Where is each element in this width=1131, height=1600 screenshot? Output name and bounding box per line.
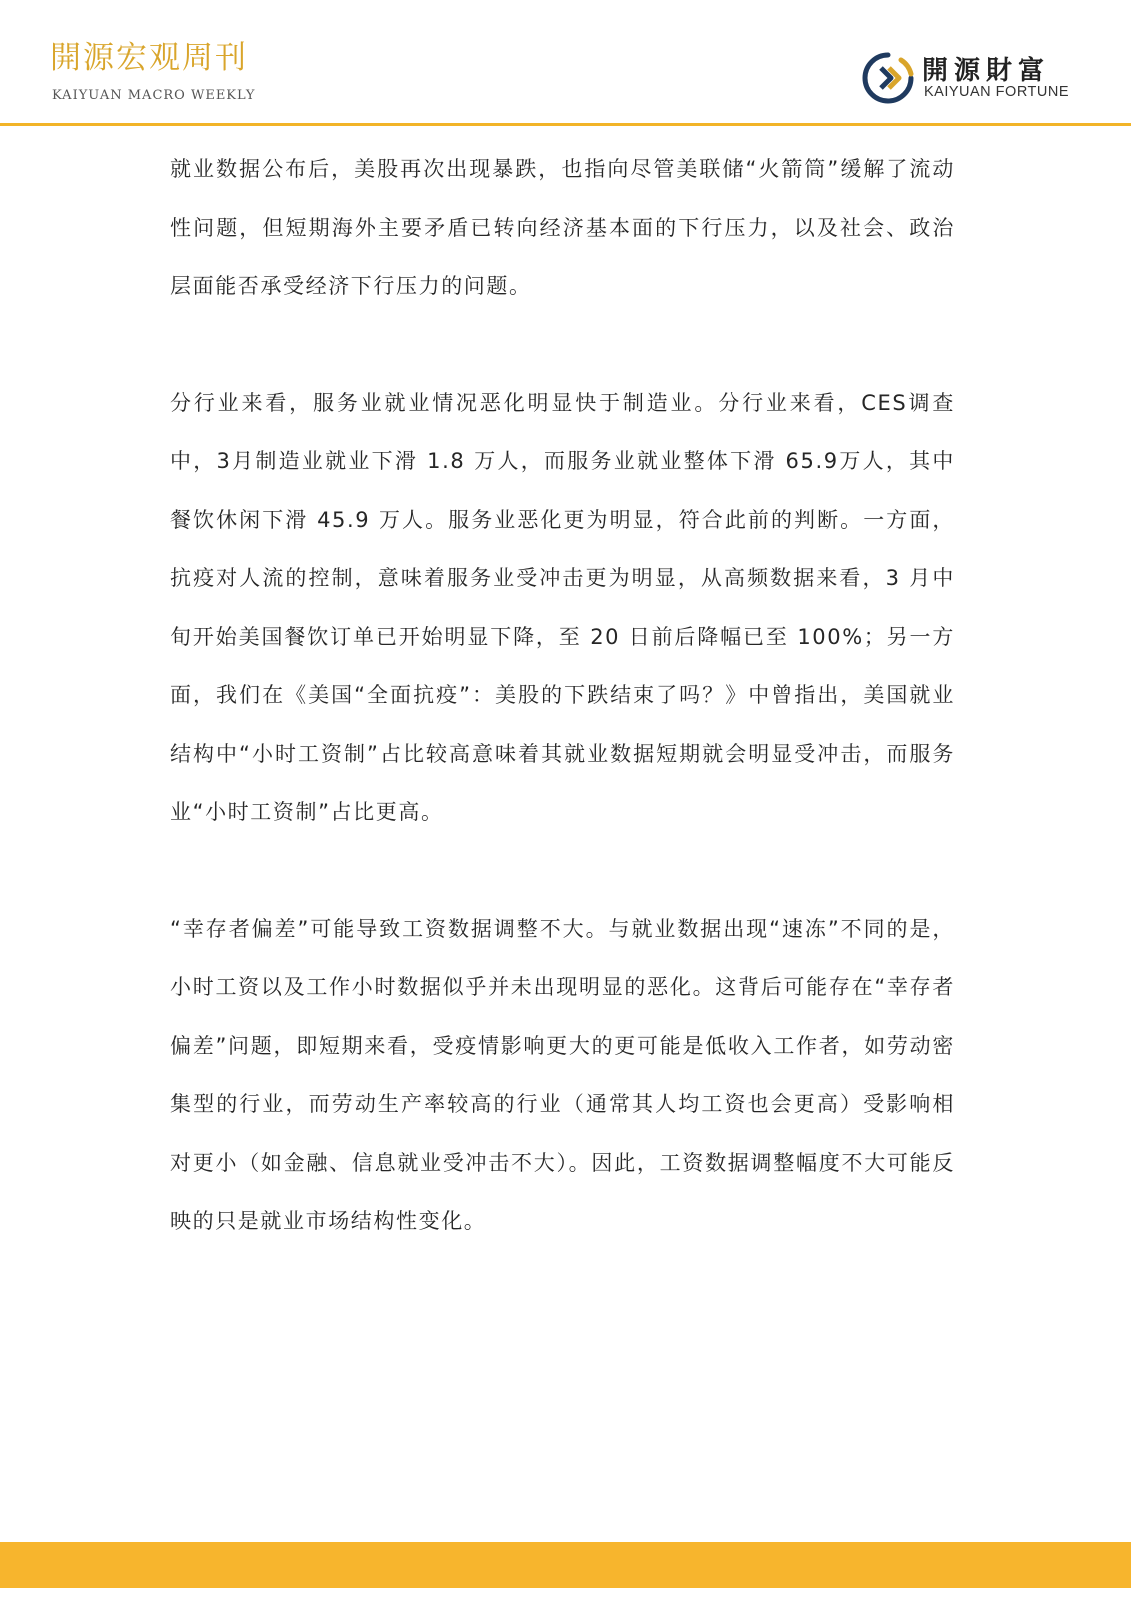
paragraph-market-reaction: 就业数据公布后，美股再次出现暴跌，也指向尽管美联储“火箭筒”缓解了流动性问题，但短期海外主要矛盾已转向经济基本面的下行压力，以及社会、政治层面能否承受经济下行压力的问题。 bbox=[170, 157, 955, 298]
page-header bbox=[0, 0, 1131, 126]
logo-chinese-name: 開源財富 bbox=[922, 56, 1051, 86]
logo-english-name: KAIYUAN FORTUNE bbox=[924, 84, 1070, 100]
paragraph-survivor-bias: “幸存者偏差”可能导致工资数据调整不大。与就业数据出现“速冻”不同的是，小时工资以及工作小时数据似乎并未出现明显的恶化。这背后可能存在“幸存者偏差”问题，即短期来看，受疫情影响更大的更可能是低收入工作者，如劳动密集型的行业，而劳动生产率较高的行业（通常其人均工资也会更高）受影响相对更小（如金融、信息就业受冲击不大）。因此，工资数据调整幅度不大可能反映的只是就业市场结构性变化。 bbox=[170, 916, 955, 1233]
kaiyuan-logo-icon bbox=[862, 52, 914, 104]
footer-bar bbox=[0, 1542, 1131, 1588]
publication-title: 開源宏观周刊 bbox=[50, 40, 248, 76]
header-divider bbox=[0, 123, 1131, 126]
paragraph-sector-employment: 分行业来看，服务业就业情况恶化明显快于制造业。分行业来看，CES调查中，3月制造业就业下滑 1.8 万人，而服务业就业整体下滑 65.9万人，其中餐饮休闲下滑 45.9 万人。服务业恶化更为明显，符合此前的判断。一方面，抗疫对人流的控制，意味着服务业受冲击更为明显，从高频数据来看，3 月中旬开始美国餐饮订单已开始明显下降，至 20 日前后降幅已至 100%；另一方面，我们在《美国“全面抗疫”：美股的下跌结束了吗？》中曾指出，美国就业结构中“小时工资制”占比较高意味着其就业数据短期就会明显受冲击，而服务业“小时工资制”占比更高。 bbox=[170, 390, 955, 824]
publication-subtitle: KAIYUAN MACRO WEEKLY bbox=[52, 88, 256, 103]
company-logo bbox=[862, 50, 1092, 110]
article-body bbox=[170, 140, 955, 1309]
